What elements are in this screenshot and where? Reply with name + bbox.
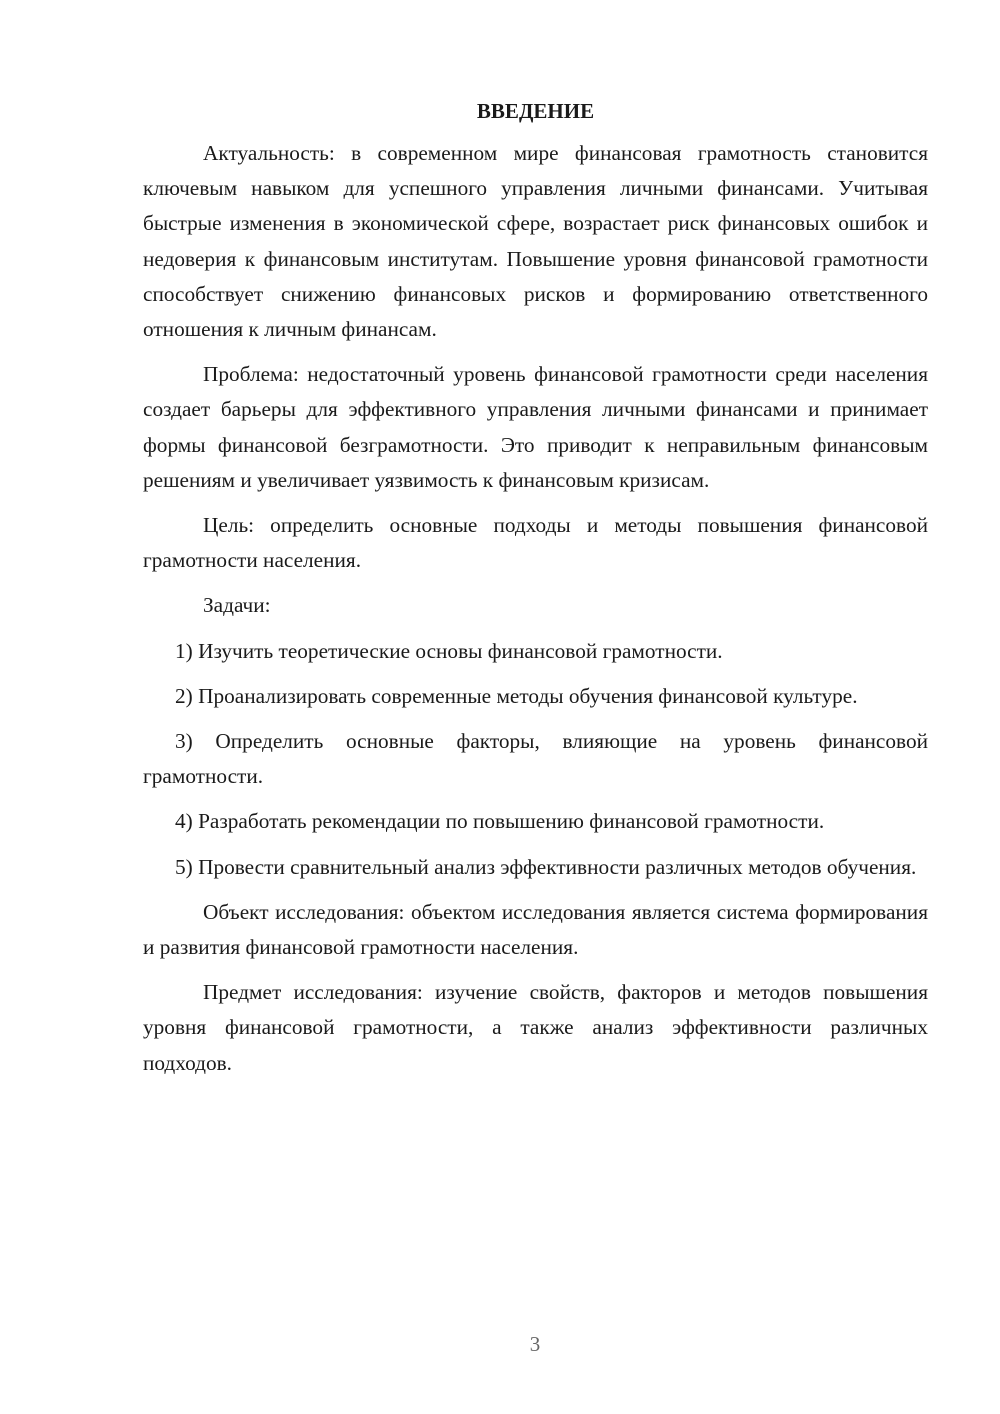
page-number: 3 [529,1332,541,1356]
task-item: 1) Изучить теоретические основы финансовой грамотности. [175,638,723,663]
document-page [143,96,928,1091]
research-object-paragraph: Объект исследования: объектом исследования является система формирования и развития финансовой грамотности населения. [143,899,928,960]
task-item: 3) Определить основные факторы, влияющие на уровень финансовой грамотности. [143,729,928,789]
task-item: 2) Проанализировать современные методы обучения финансовой культуре. [175,683,858,708]
problem-paragraph: Проблема: недостаточный уровень финансовой грамотности среди населения создает барьеры для эффективного управления личными финансами и принимает формы финансовой безграмотности. Это приводит к неправильным финансовым решениям и увеличивает уязвимость к финансовым кризисам. [143,362,928,492]
tasks-heading: Задачи: [203,593,271,618]
relevance-paragraph: Актуальность: в современном мире финансовая грамотность становится ключевым навыком для успешного управления личными финансами. Учитывая быстрые изменения в экономической сфере, возрастает риск финансовых ошибок и недоверия к финансовым институтам. Повышение уровня финансовой грамотности способствует снижению финансовых рисков и формированию ответственного отношения к личным финансам. [143,141,928,342]
section-title: ВВЕДЕНИЕ [476,99,595,123]
goal-paragraph: Цель: определить основные подходы и методы повышения финансовой грамотности населения. [143,513,928,573]
task-item: 4) Разработать рекомендации по повышению финансовой грамотности. [175,809,825,834]
task-item: 5) Провести сравнительный анализ эффективности различных методов обучения. [175,854,917,879]
research-subject-paragraph: Предмет исследования: изучение свойств, факторов и методов повышения уровня финансовой грамотности, а также анализ эффективности различных подходов. [143,980,928,1075]
